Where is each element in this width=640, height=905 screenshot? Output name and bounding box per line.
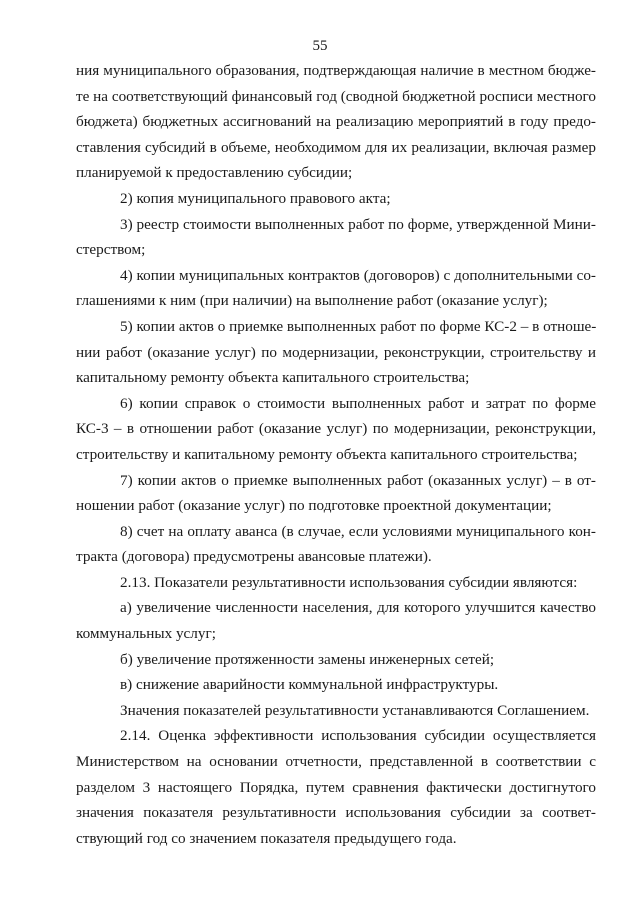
text-line: 4) копии муниципальных контрактов (договоров) с дополнительными со- <box>120 266 596 284</box>
text-line: 2.13. Показатели результативности использования субсидии являются: <box>120 573 578 591</box>
page-number: 55 <box>312 38 328 54</box>
text-line: 3) реестр стоимости выполненных работ по форме, утвержденной Мини- <box>120 215 596 233</box>
text-line: 5) копии актов о приемке выполненных работ по форме КС-2 – в отноше- <box>120 317 597 335</box>
text-line: стерством; <box>76 241 146 259</box>
text-line: планируемой к предоставлению субсидии; <box>76 164 353 182</box>
text-line: тракта (договора) предусмотрены авансовые платежи). <box>76 548 432 566</box>
text-line: 8) счет на оплату аванса (в случае, если условиями муниципального кон- <box>120 522 596 540</box>
text-line: ствующий год со значением показателя предыдущего года. <box>76 829 457 847</box>
text-line: в) снижение аварийности коммунальной инфраструктуры. <box>120 676 499 694</box>
text-line: 6) копии справок о стоимости выполненных работ и затрат по форме <box>120 394 596 412</box>
text-line: ставления субсидий в объеме, необходимом для их реализации, включая размер <box>76 138 596 156</box>
text-line: значения показателя результативности использования субсидии за соответ- <box>76 804 596 822</box>
text-line: строительству и капитальному ремонту объекта капитального строительства; <box>76 445 578 463</box>
text-line: глашениями к ним (при наличии) на выполнение работ (оказание услуг); <box>76 292 548 310</box>
text-line: коммунальных услуг; <box>76 625 216 643</box>
text-line: нии работ (оказание услуг) по модернизации, реконструкции, строительству и <box>76 343 596 361</box>
text-line: бюджета) бюджетных ассигнований на реализацию мероприятий в году предо- <box>76 113 596 131</box>
text-line: капитальному ремонту объекта капитального строительства; <box>76 369 470 387</box>
text-line: Министерством на основании отчетности, представленной в соответствии с <box>76 753 596 771</box>
text-line: 2) копия муниципального правового акта; <box>120 189 391 207</box>
text-line: Значения показателей результативности устанавливаются Соглашением. <box>120 701 590 719</box>
text-line: а) увеличение численности населения, для которого улучшится качество <box>120 599 596 617</box>
document-body <box>76 58 596 851</box>
text-line: разделом 3 настоящего Порядка, путем сравнения фактически достигнутого <box>76 778 596 796</box>
text-line: те на соответствующий финансовый год (сводной бюджетной росписи местного <box>76 87 596 105</box>
text-line: 7) копии актов о приемке выполненных работ (оказанных услуг) – в от- <box>120 471 596 489</box>
text-line: б) увеличение протяженности замены инженерных сетей; <box>120 650 495 668</box>
text-line: ношении работ (оказание услуг) по подготовке проектной документации; <box>76 497 552 515</box>
text-line: ния муниципального образования, подтверждающая наличие в местном бюдже- <box>76 62 596 79</box>
text-line: 2.14. Оценка эффективности использования субсидии осуществляется <box>120 727 596 745</box>
text-line: КС-3 – в отношении работ (оказание услуг) по модернизации, реконструкции, <box>76 420 596 438</box>
